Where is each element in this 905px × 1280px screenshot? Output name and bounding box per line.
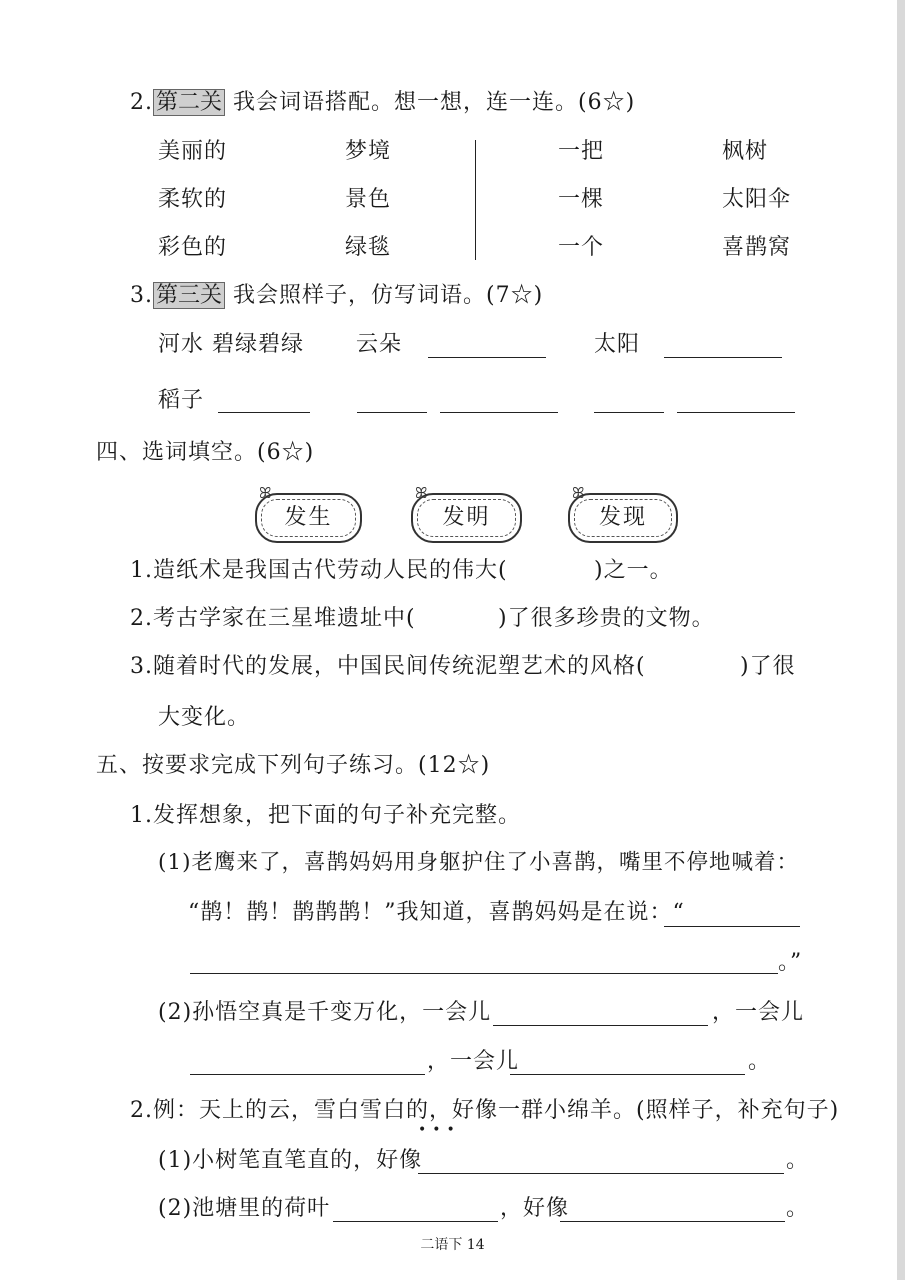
sec4-title: 四、选词填空。(6☆) [96,440,315,465]
sec4-q3-end: )了很 [740,654,796,679]
s3-heading [130,281,543,311]
s3-blank-3[interactable] [218,412,310,413]
ribbon-icon: ꕤ [415,484,428,502]
s3-word-sun: 太阳 [594,332,641,357]
s3-blank-2[interactable] [664,357,782,358]
sec5-p2-2-mid: ，好像 [500,1196,570,1221]
s2-heading [130,88,635,118]
s3-example: 河水 碧绿碧绿 [158,332,304,357]
word-box-faxian [568,484,678,543]
s2-noun-3[interactable]: 喜鹊窝 [722,235,792,260]
s2-noun-2[interactable]: 太阳伞 [722,187,792,212]
sec5-blank-1[interactable] [664,926,800,927]
s3-number: 3. [130,283,153,308]
s3-blank-1[interactable] [428,357,546,358]
s3-blank-7[interactable] [677,412,795,413]
sec4-q1-start: 1.造纸术是我国古代劳动人民的伟大( [130,558,508,583]
sec5-blank-6[interactable] [418,1173,784,1174]
s2-left-2[interactable]: 柔软的 [158,187,228,212]
sec5-p1: 1.发挥想象，把下面的句子补充完整。 [130,803,521,828]
sec5-p2: 2.例：天上的云，雪白雪白的，好像一群小绵羊。(照样子，补充句子) [130,1098,840,1123]
ribbon-icon: ꕤ [572,484,585,502]
s2-instruction: 我会词语搭配。想一想，连一连。(6☆) [233,90,636,115]
sec5-p2-1-end: 。 [786,1148,810,1173]
sec5-blank-8[interactable] [560,1221,785,1222]
s2-left-1[interactable]: 美丽的 [158,139,228,164]
sec5-p2-1-start: (1)小树笔直笔直的，好像 [158,1148,423,1173]
sec5-blank-7[interactable] [333,1221,498,1222]
word-box-label: 发明 [442,505,491,530]
ribbon-icon: ꕤ [259,484,272,502]
s3-blank-6[interactable] [594,412,664,413]
s3-word-rice: 稻子 [158,388,205,413]
word-box-label: 发生 [284,505,333,530]
s2-measure-1[interactable]: 一把 [558,139,605,164]
s2-measure-2[interactable]: 一棵 [558,187,605,212]
sec5-p1-1-line1: (1)老鹰来了，喜鹊妈妈用身躯护住了小喜鹊，嘴里不停地喊着： [158,850,799,875]
s2-mid-1[interactable]: 梦境 [345,139,392,164]
sec5-blank-2[interactable] [190,973,778,974]
s2-noun-1[interactable]: 枫树 [722,139,769,164]
word-box-fasheng [255,484,362,543]
sec5-p2-2-end: 。 [786,1196,810,1221]
s3-blank-4[interactable] [357,412,427,413]
sec5-blank-5[interactable] [510,1074,745,1075]
sec5-p1-2-start: (2)孙悟空真是千变万化，一会儿 [158,1000,492,1025]
sec5-title: 五、按要求完成下列句子练习。(12☆) [96,753,491,778]
sec4-q2-end: )了很多珍贵的文物。 [498,606,715,631]
emphasis-dots: ••• [418,1122,461,1138]
s2-mid-3[interactable]: 绿毯 [345,235,392,260]
sec5-blank-3[interactable] [493,1025,708,1026]
sec4-q1-end: )之一。 [594,558,673,583]
word-box-faming [411,484,522,543]
s2-tag: 第二关 [153,89,225,116]
sec4-q3-start: 3.随着时代的发展，中国民间传统泥塑艺术的风格( [130,654,646,679]
sec5-p1-1-end: 。” [778,950,803,975]
sec5-p1-2-mid1: ，一会儿 [712,1000,805,1025]
sec5-p1-1-line2: “鹊！鹊！鹊鹊鹊！”我知道，喜鹊妈妈是在说：“ [188,900,685,925]
page-footer: 二语下 14 [420,1237,485,1253]
sec4-q3-cont: 大变化。 [158,705,251,730]
word-box-label: 发现 [598,505,647,530]
sec5-blank-4[interactable] [190,1074,425,1075]
s3-instruction: 我会照样子，仿写词语。(7☆) [233,283,544,308]
s2-left-3[interactable]: 彩色的 [158,235,228,260]
s2-number: 2. [130,90,153,115]
sec4-q2-start: 2.考古学家在三星堆遗址中( [130,606,416,631]
s3-blank-5[interactable] [440,412,558,413]
s3-tag: 第三关 [153,282,225,309]
sec5-p1-2-mid2: ，一会儿 [427,1049,520,1074]
scan-edge [897,0,905,1280]
s2-mid-2[interactable]: 景色 [345,187,392,212]
s3-word-cloud: 云朵 [356,332,403,357]
s2-measure-3[interactable]: 一个 [558,235,605,260]
sec5-p1-2-end: 。 [748,1049,772,1074]
s2-divider [475,140,476,260]
sec5-p2-2-start: (2)池塘里的荷叶 [158,1196,331,1221]
